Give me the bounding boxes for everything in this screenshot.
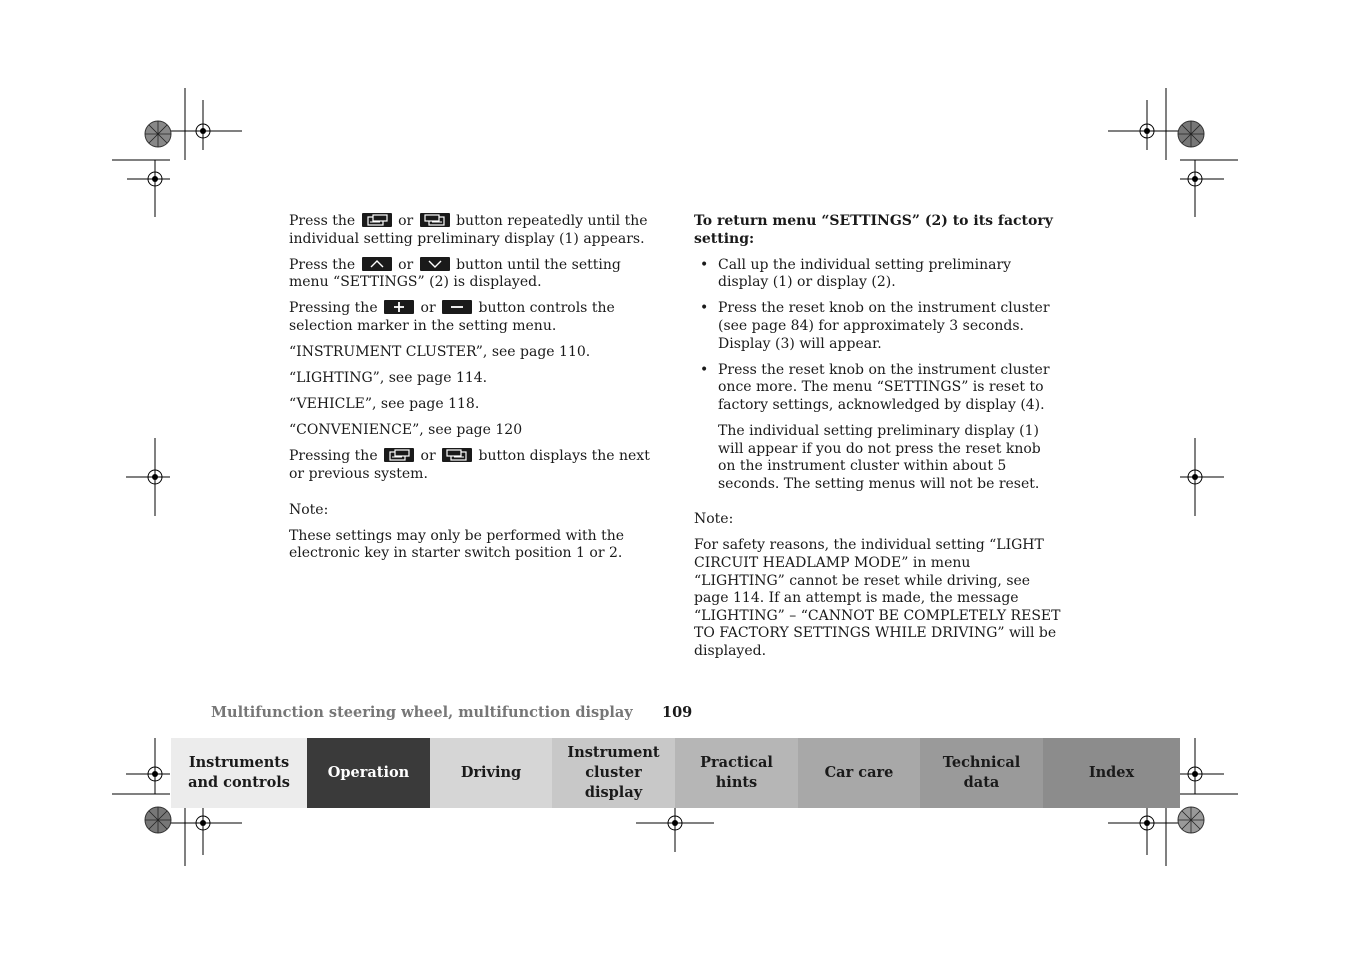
plus-icon — [384, 300, 414, 314]
display-prev-icon — [384, 448, 414, 462]
tab-practical-hints[interactable]: Practical hints — [675, 738, 798, 808]
tab-car-care[interactable]: Car care — [798, 738, 920, 808]
instruction-select-display: Press the or button repeatedly until the individual setting preliminary display (1) appears. — [289, 213, 648, 247]
list-item: • Press the reset knob on the instrument cluster (see page 84) for approximately 3 seconds. Display (3) will appear. — [694, 300, 1062, 353]
display-next-icon — [420, 213, 450, 227]
display-prev-icon — [362, 213, 392, 227]
note-text: These settings may only be performed with the electronic key in starter switch position 1 or 2. — [289, 527, 625, 562]
display-next-icon — [442, 448, 472, 462]
note-label: Note: — [289, 501, 329, 518]
tab-technical-data[interactable]: Technical data — [920, 738, 1043, 808]
arrow-down-icon — [420, 257, 450, 271]
page-reference: “LIGHTING”, see page 114. — [289, 370, 488, 387]
note-text: For safety reasons, the individual setting “LIGHT CIRCUIT HEADLAMP MODE” in menu “LIGHTING” cannot be reset while driving, see page 114. If an attempt is made, the message “LIGHTING” – “CANNOT BE COMPLETELY RESET TO FACTORY SETTINGS WHILE DRIVING” will be displayed. — [694, 537, 1061, 659]
arrow-up-icon — [362, 257, 392, 271]
page-reference: “INSTRUMENT CLUSTER”, see page 110. — [289, 344, 591, 361]
indented-note: The individual setting preliminary display (1) will appear if you do not press the reset knob on the instrument cluster within about 5 seconds. The setting menus will not be reset. — [718, 422, 1041, 492]
tab-instrument-cluster-display[interactable]: Instrument cluster display — [552, 738, 675, 808]
minus-icon — [442, 300, 472, 314]
note-label: Note: — [694, 511, 734, 528]
chapter-tabs — [171, 738, 1180, 808]
instruction-settings-menu: Press the or button until the setting menu “SETTINGS” (2) is displayed. — [289, 256, 621, 291]
instruction-selection-marker: Pressing the or button controls the selection marker in the setting menu. — [289, 300, 615, 334]
section-heading: To return menu “SETTINGS” (2) to its factory setting: — [694, 213, 1053, 247]
page-number: 109 — [662, 704, 693, 721]
page-reference: “VEHICLE”, see page 118. — [289, 396, 480, 413]
tab-driving[interactable]: Driving — [430, 738, 552, 808]
right-column — [694, 213, 1062, 669]
left-column — [289, 213, 664, 571]
steps-list — [694, 257, 1062, 415]
tab-operation[interactable]: Operation — [307, 738, 430, 808]
tab-index[interactable]: Index — [1043, 738, 1180, 808]
page-reference: “CONVENIENCE”, see page 120 — [289, 422, 523, 439]
list-item: • Call up the individual setting preliminary display (1) or display (2). — [694, 257, 1062, 292]
instruction-next-system: Pressing the or button displays the next or previous system. — [289, 448, 650, 483]
list-item: • Press the reset knob on the instrument cluster once more. The menu “SETTINGS” is reset to factory settings, acknowledged by display (4). — [694, 362, 1062, 415]
tab-instruments-and-controls[interactable]: Instruments and controls — [171, 738, 307, 808]
section-title: Multifunction steering wheel, multifunction display — [211, 704, 633, 721]
